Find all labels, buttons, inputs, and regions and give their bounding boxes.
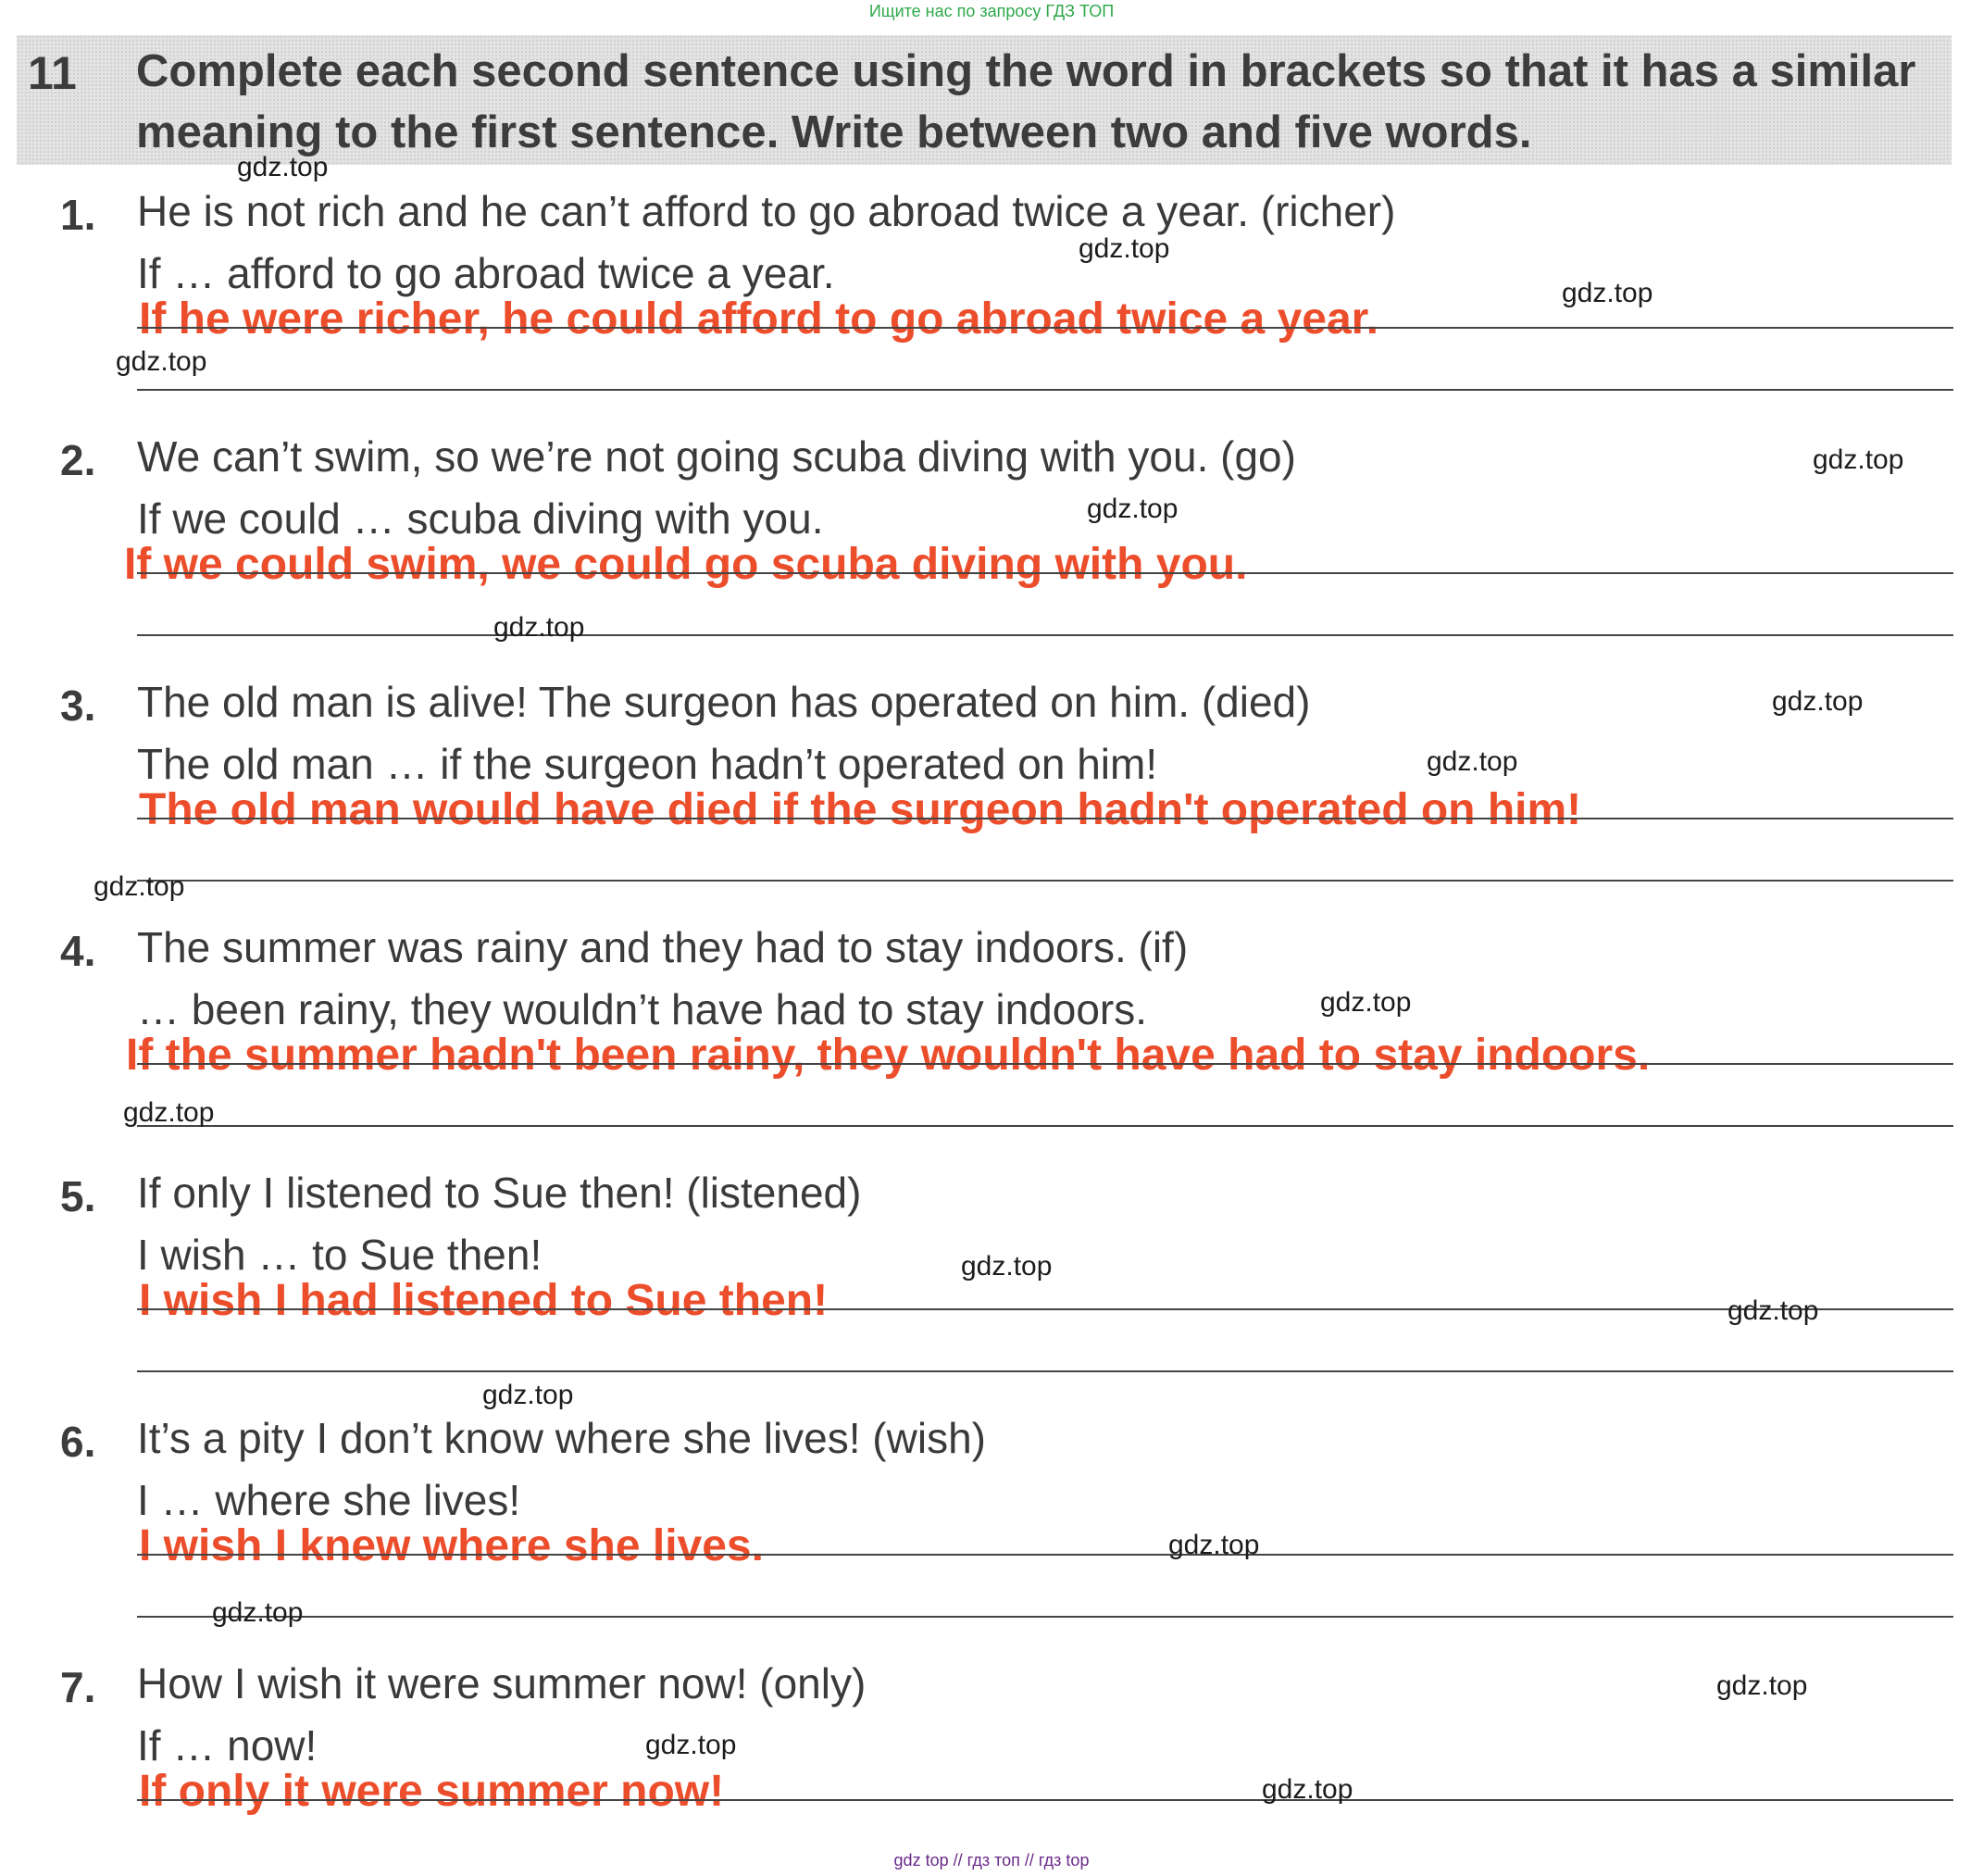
exercise-item bbox=[0, 923, 1983, 1171]
watermark: gdz.top bbox=[1772, 686, 1864, 717]
item-first-sentence: We can’t swim, so we’re not going scuba diving with you. (go) bbox=[137, 432, 1296, 481]
watermark: gdz.top bbox=[1813, 444, 1904, 475]
footer: gdz top // гдз топ // гдз top bbox=[893, 1851, 1090, 1870]
item-answer: If the summer hadn't been rainy, they wouldn't have had to stay indoors. bbox=[126, 1031, 1651, 1080]
item-second-sentence: The old man … if the surgeon hadn’t operated on him! bbox=[137, 740, 1158, 788]
item-first-sentence: It’s a pity I don’t know where she lives! (wish) bbox=[137, 1414, 986, 1462]
item-number: 2. bbox=[60, 436, 96, 484]
answer-line bbox=[137, 389, 1953, 391]
item-number: 5. bbox=[60, 1172, 96, 1220]
answer-line bbox=[137, 572, 1953, 574]
answer-line bbox=[137, 1125, 1953, 1127]
exercise-instruction: Complete each second sentence using the word in brackets so that it has a similar meaning to the first sentence. Write between two and five words. bbox=[136, 46, 1916, 157]
item-answer: If only it were summer now! bbox=[139, 1767, 725, 1816]
answer-line bbox=[137, 1063, 1953, 1065]
watermark: gdz.top bbox=[1716, 1670, 1808, 1701]
item-number: 6. bbox=[60, 1418, 96, 1466]
item-second-sentence: I wish … to Sue then! bbox=[137, 1231, 543, 1279]
top-banner: Ищите нас по запросу ГДЗ ТОП bbox=[868, 2, 1115, 20]
answer-line bbox=[137, 1308, 1953, 1310]
answer-line bbox=[137, 327, 1953, 329]
watermark: gdz.top bbox=[1087, 494, 1179, 524]
watermark: gdz.top bbox=[116, 346, 207, 377]
watermark: gdz.top bbox=[961, 1251, 1053, 1282]
item-answer: I wish I knew where she lives. bbox=[139, 1521, 764, 1570]
item-first-sentence: The old man is alive! The surgeon has operated on him. (died) bbox=[137, 678, 1311, 726]
watermark: gdz.top bbox=[482, 1380, 574, 1410]
item-first-sentence: The summer was rainy and they had to stay indoors. (if) bbox=[137, 923, 1189, 971]
watermark: gdz.top bbox=[1262, 1774, 1353, 1805]
exercise-item bbox=[0, 1659, 1983, 1833]
item-second-sentence: If we could … scuba diving with you. bbox=[137, 494, 824, 543]
item-second-sentence: I … where she lives! bbox=[137, 1476, 521, 1524]
answer-line bbox=[137, 1554, 1953, 1556]
exercise-item bbox=[0, 187, 1983, 435]
answer-line bbox=[137, 1799, 1953, 1801]
answer-line bbox=[137, 634, 1953, 636]
item-second-sentence: If … now! bbox=[137, 1721, 318, 1770]
item-answer: The old man would have died if the surgeon hadn't operated on him! bbox=[139, 785, 1582, 834]
item-answer: I wish I had listened to Sue then! bbox=[139, 1276, 829, 1325]
item-second-sentence: … been rainy, they wouldn’t have had to stay indoors. bbox=[137, 985, 1148, 1033]
answer-line bbox=[137, 818, 1953, 819]
item-answer: If he were richer, he could afford to go abroad twice a year. bbox=[139, 294, 1379, 344]
watermark: gdz.top bbox=[123, 1097, 215, 1128]
answer-line bbox=[137, 1616, 1953, 1618]
watermark: gdz.top bbox=[94, 871, 185, 902]
exercise-item bbox=[0, 1171, 1983, 1417]
exercise-number: 11 bbox=[28, 47, 77, 99]
watermark: gdz.top bbox=[1079, 233, 1170, 264]
item-first-sentence: If only I listened to Sue then! (listened) bbox=[137, 1169, 862, 1217]
watermark: gdz.top bbox=[1168, 1530, 1260, 1560]
watermark: gdz.top bbox=[645, 1730, 737, 1760]
item-number: 7. bbox=[60, 1663, 96, 1711]
exercise-item bbox=[0, 678, 1983, 926]
watermark: gdz.top bbox=[1562, 278, 1653, 308]
item-first-sentence: He is not rich and he can’t afford to go abroad twice a year. (richer) bbox=[137, 187, 1396, 235]
watermark: gdz.top bbox=[1427, 746, 1518, 777]
watermark: gdz.top bbox=[493, 612, 585, 643]
watermark: gdz.top bbox=[1320, 987, 1412, 1018]
item-answer: If we could swim, we could go scuba diving with you. bbox=[124, 540, 1248, 589]
watermark: gdz.top bbox=[212, 1597, 304, 1628]
answer-line bbox=[137, 1370, 1953, 1372]
item-second-sentence: If … afford to go abroad twice a year. bbox=[137, 249, 835, 297]
answer-line bbox=[137, 880, 1953, 882]
item-number: 4. bbox=[60, 927, 96, 975]
item-number: 3. bbox=[60, 682, 96, 730]
watermark: gdz.top bbox=[237, 152, 329, 182]
item-number: 1. bbox=[60, 191, 96, 239]
exercise-item bbox=[0, 432, 1983, 681]
item-first-sentence: How I wish it were summer now! (only) bbox=[137, 1659, 867, 1707]
watermark: gdz.top bbox=[1727, 1295, 1819, 1326]
